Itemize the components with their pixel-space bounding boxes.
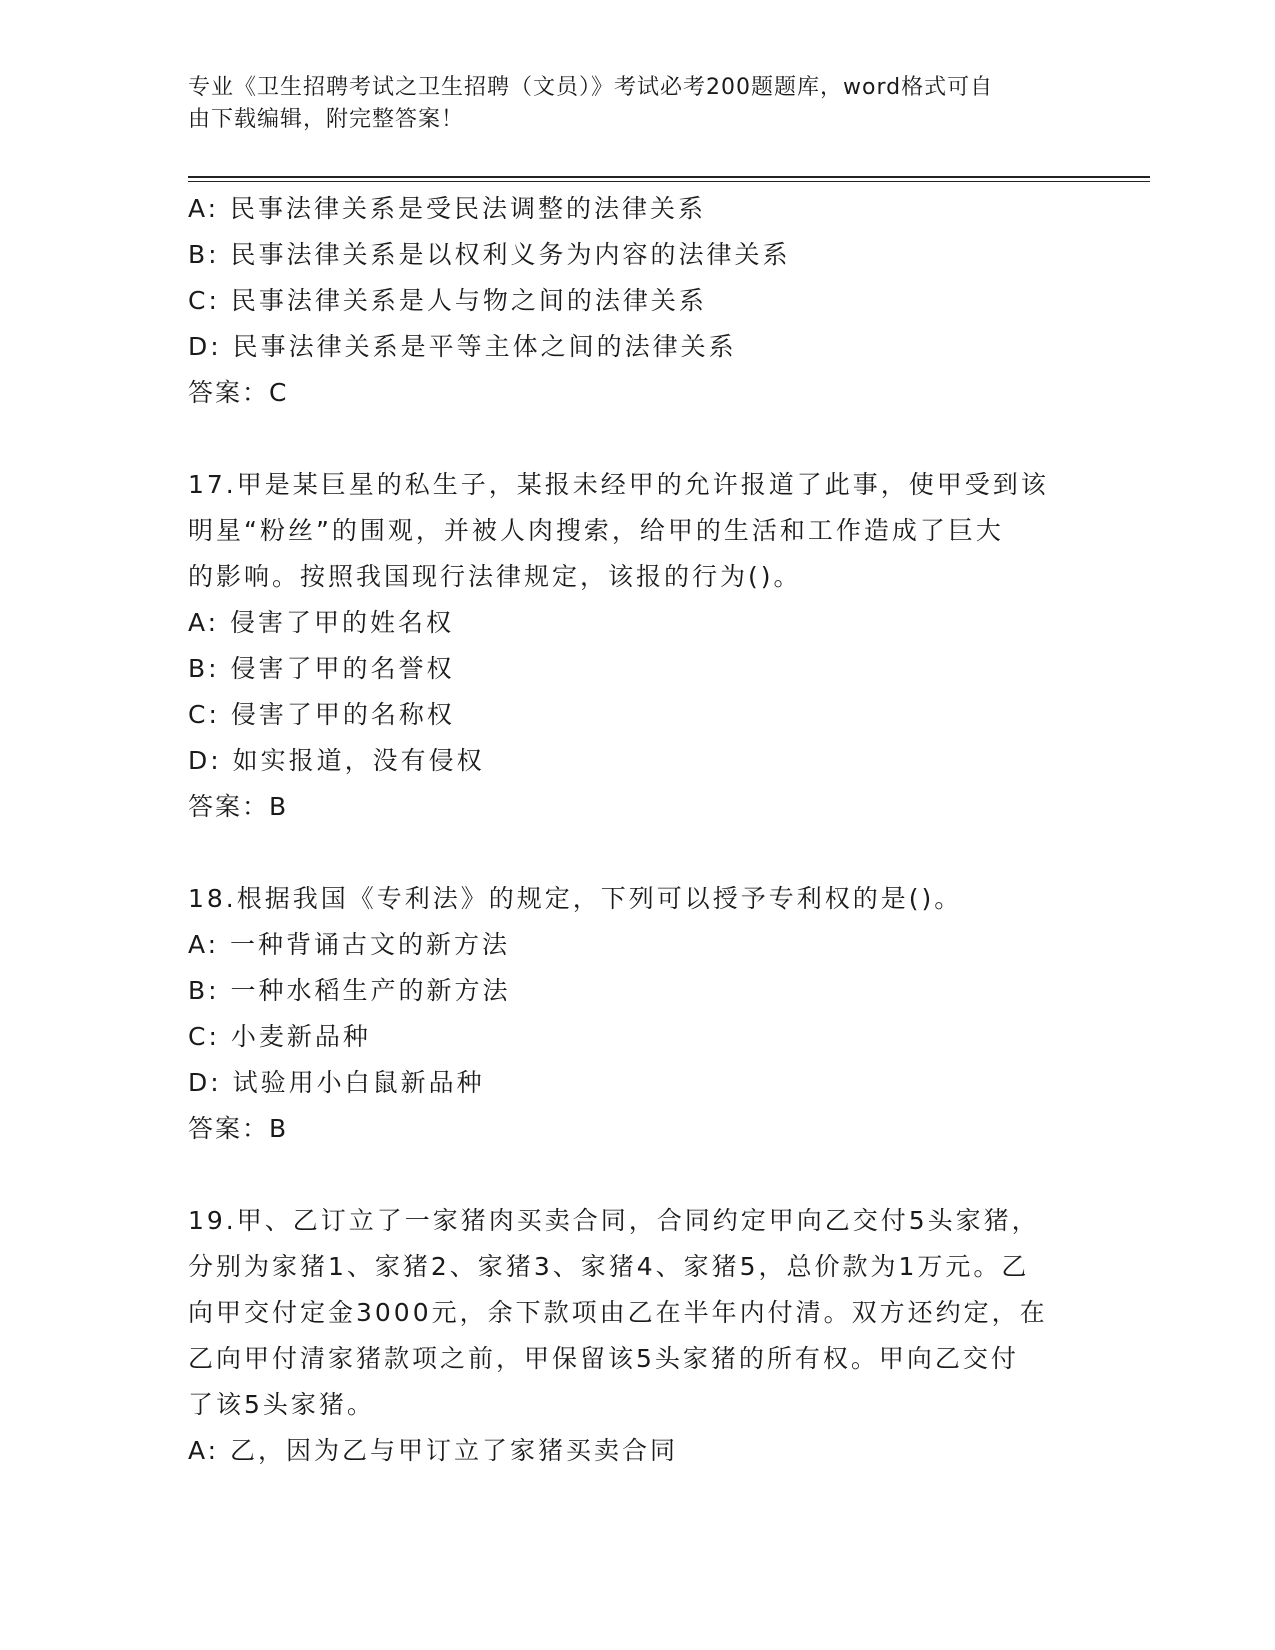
- question-18: [188, 876, 1088, 1152]
- option-d: D: 民事法律关系是平等主体之间的法律关系: [188, 332, 737, 361]
- header-divider-thin: [188, 181, 1150, 182]
- question-stem-line: 明星“粉丝”的围观，并被人肉搜索，给甲的生活和工作造成了巨大: [188, 516, 1004, 545]
- question-stem-line: 向甲交付定金3000元，余下款项由乙在半年内付清。双方还约定，在: [188, 1298, 1048, 1327]
- document-body: [188, 186, 1088, 1474]
- option-d: D: 如实报道，没有侵权: [188, 746, 485, 775]
- question-stem-line: 17.甲是某巨星的私生子，某报未经甲的允许报道了此事，使甲受到该: [188, 470, 1049, 499]
- option-a: A: 一种背诵古文的新方法: [188, 930, 511, 959]
- spacer: [188, 830, 1088, 876]
- option-c: C: 小麦新品种: [188, 1022, 371, 1051]
- question-stem-line: 19.甲、乙订立了一家猪肉买卖合同，合同约定甲向乙交付5头家猪，: [188, 1206, 1040, 1235]
- answer-line: 答案：B: [188, 1114, 289, 1143]
- answer-line: 答案：C: [188, 378, 289, 407]
- question-stem-line: 乙向甲付清家猪款项之前，甲保留该5头家猪的所有权。甲向乙交付: [188, 1344, 1019, 1373]
- question-stem-line: 了该5头家猪。: [188, 1390, 375, 1419]
- option-a: A: 侵害了甲的姓名权: [188, 608, 455, 637]
- spacer: [188, 1152, 1088, 1198]
- spacer: [188, 416, 1088, 462]
- option-b: B: 一种水稻生产的新方法: [188, 976, 511, 1005]
- option-d: D: 试验用小白鼠新品种: [188, 1068, 485, 1097]
- header-divider-thick: [188, 176, 1150, 178]
- header-line-1: 专业《卫生招聘考试之卫生招聘（文员）》考试必考200题题库，word格式可自: [188, 75, 994, 100]
- header-line-2: 由下载编辑，附完整答案！: [188, 107, 465, 132]
- answer-line: 答案：B: [188, 792, 289, 821]
- question-19: [188, 1198, 1088, 1474]
- question-17: [188, 462, 1088, 830]
- question-stem-line: 18.根据我国《专利法》的规定，下列可以授予专利权的是()。: [188, 884, 963, 913]
- question-stem-line: 的影响。按照我国现行法律规定，该报的行为()。: [188, 562, 802, 591]
- option-a: A: 乙，因为乙与甲订立了家猪买卖合同: [188, 1436, 679, 1465]
- document-header: [188, 72, 1068, 136]
- option-b: B: 民事法律关系是以权利义务为内容的法律关系: [188, 240, 791, 269]
- option-b: B: 侵害了甲的名誉权: [188, 654, 455, 683]
- option-c: C: 侵害了甲的名称权: [188, 700, 455, 729]
- option-a: A: 民事法律关系是受民法调整的法律关系: [188, 194, 707, 223]
- question-stem-line: 分别为家猪1、家猪2、家猪3、家猪4、家猪5，总价款为1万元。乙: [188, 1252, 1030, 1281]
- question-16: [188, 186, 1088, 416]
- option-c: C: 民事法律关系是人与物之间的法律关系: [188, 286, 707, 315]
